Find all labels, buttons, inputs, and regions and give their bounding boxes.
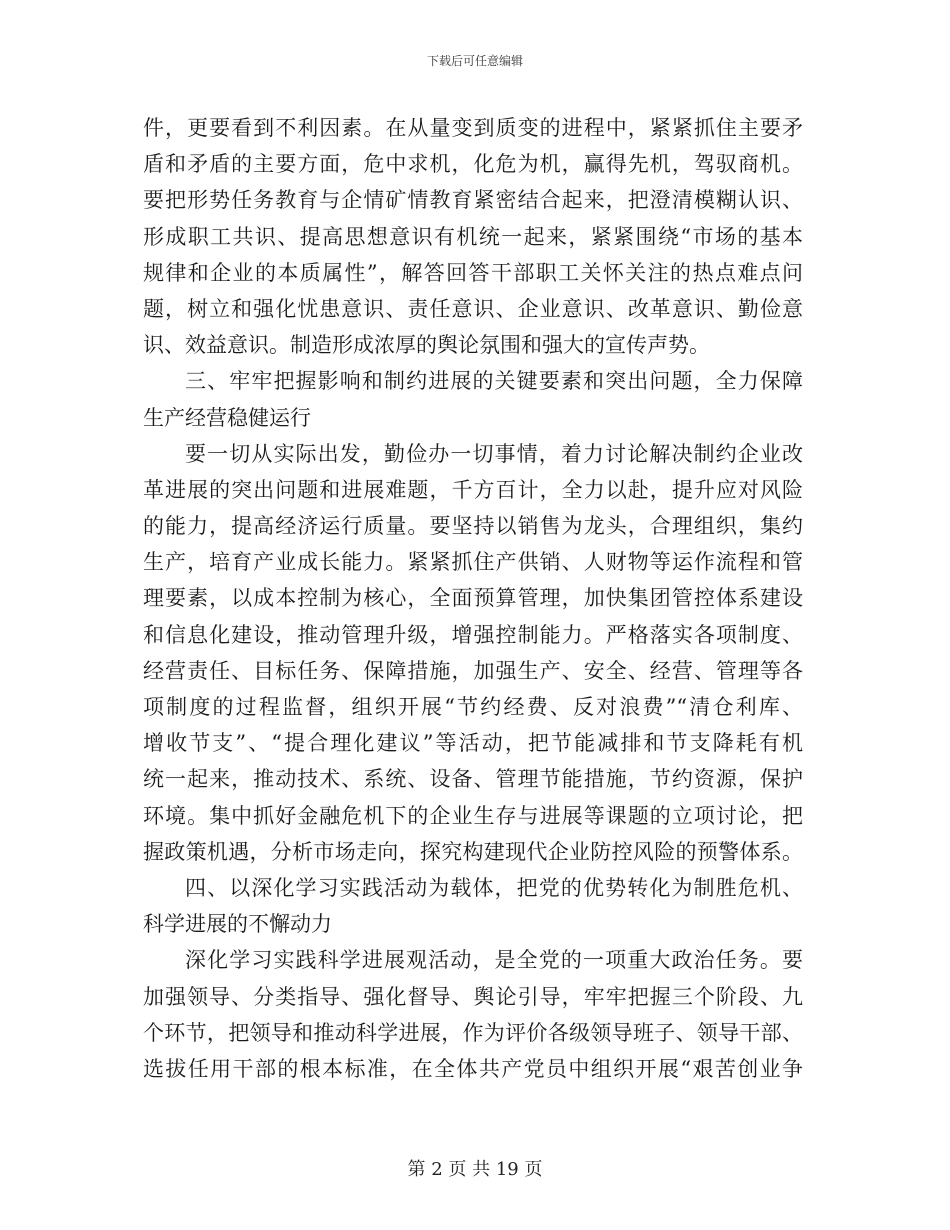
text-line: 件，更要看到不利因素。在从量变到质变的进程中，紧紧抓住主要矛 (143, 116, 803, 140)
document-body (143, 110, 803, 1087)
text-line: 生产经营稳健运行 (143, 405, 311, 430)
text-line: 和信息化建设，推动管理升级，增强控制能力。严格落实各项制度、 (143, 622, 803, 647)
text-line: 科学进展的不懈动力 (143, 912, 332, 937)
text-line: 革进展的突出问题和进展难题，千方百计，全力以赴，提升应对风险 (143, 477, 803, 502)
text-line: 要一切从实际出发，勤俭办一切事情，着力讨论解决制约企业改 (185, 441, 803, 466)
text-line: 环境。集中抓好金融危机下的企业生存与进展等课题的立项讨论，把 (143, 803, 803, 828)
text-line: 四、以深化学习实践活动为载体，把党的优势转化为制胜危机、 (185, 875, 803, 900)
text-line: 加强领导、分类指导、强化督导、舆论引导，牢牢把握三个阶段、九 (143, 984, 803, 1009)
text-line: 项制度的过程监督，组织开展“节约经费、反对浪费”“清仓利库、 (143, 695, 803, 719)
text-line: 题，树立和强化忧患意识、责任意识、企业意识、改革意识、勤俭意 (143, 296, 803, 321)
text-line: 形成职工共识、提高思想意识有机统一起来，紧紧围绕“市场的基本 (143, 224, 803, 249)
page-header: 下载后可任意编辑 (426, 54, 523, 68)
text-line: 要把形势任务教育与企情矿情教育紧密结合起来，把澄清模糊认识、 (143, 188, 803, 213)
text-line: 识、效益意识。制造形成浓厚的舆论氛围和强大的宣传声势。 (143, 333, 710, 358)
text-line: 选拔任用干部的根本标准，在全体共产党员中组织开展“艰苦创业争 (143, 1056, 803, 1081)
text-line: 三、牢牢把握影响和制约进展的关键要素和突出问题，全力保障 (185, 369, 803, 394)
text-line: 经营责任、目标任务、保障措施，加强生产、安全、经营、管理等各 (143, 658, 803, 683)
page-footer: 第 2 页 共 19 页 (407, 1159, 543, 1180)
text-line: 规律和企业的本质属性”，解答回答干部职工关怀关注的热点难点问 (143, 260, 803, 285)
text-line: 握政策机遇，分析市场走向，探究构建现代企业防控风险的预警体系。 (143, 839, 803, 864)
text-line: 的能力，提高经济运行质量。要坚持以销售为龙头，合理组织，集约 (143, 514, 803, 539)
text-line: 理要素，以成本控制为核心，全面预算管理，加快集团管控体系建设 (143, 586, 803, 611)
text-line: 个环节，把领导和推动科学进展，作为评价各级领导班子、领导干部、 (143, 1020, 803, 1045)
text-line: 生产，培育产业成长能力。紧紧抓住产供销、人财物等运作流程和管 (143, 550, 803, 575)
text-line: 增收节支”、“提合理化建议”等活动，把节能减排和节支降耗有机 (143, 731, 803, 756)
text-line: 盾和矛盾的主要方面，危中求机，化危为机，赢得先机，驾驭商机。 (143, 152, 803, 177)
text-line: 深化学习实践科学进展观活动，是全党的一项重大政治任务。要 (185, 948, 803, 973)
text-line: 统一起来，推动技术、系统、设备、管理节能措施，节约资源，保护 (143, 767, 803, 792)
